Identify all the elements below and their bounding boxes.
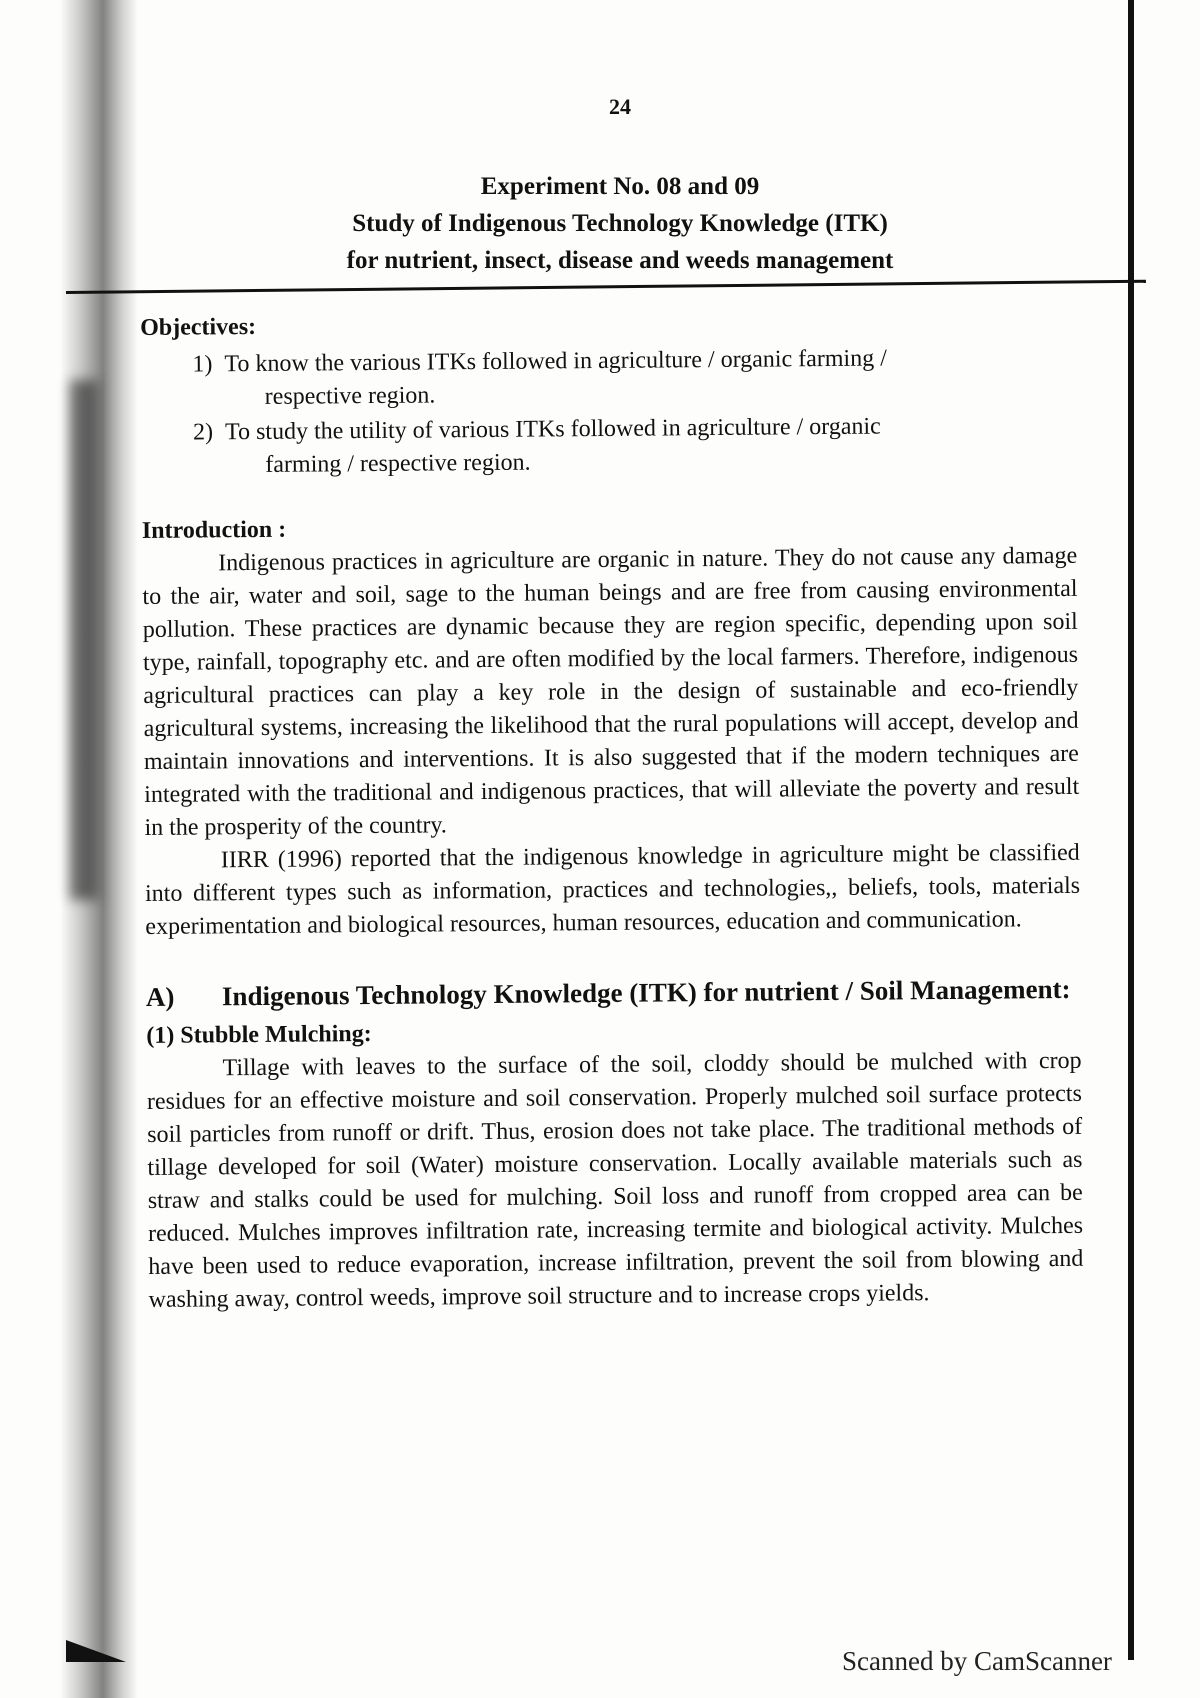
objective-number: 1) [192, 351, 213, 378]
objective-text [224, 341, 1076, 414]
objective-text [225, 409, 1077, 482]
experiment-title: Experiment No. 08 and 09 [480, 173, 760, 200]
scanner-watermark: Scanned by CamScanner [842, 1646, 1112, 1676]
objective-item [141, 409, 1077, 483]
corner-mark [66, 1640, 126, 1662]
page-edge-line [1128, 0, 1134, 1660]
objective-line: To study the utility of various ITKs followed in agriculture / organic [224, 413, 881, 446]
objective-line: respective region. [264, 382, 436, 410]
study-subtitle: for nutrient, insect, disease and weeds management [346, 247, 894, 274]
introduction-heading: Introduction : [141, 516, 287, 544]
section-title: Indigenous Technology Knowledge (ITK) for nutrient / Soil Management: [221, 973, 1071, 1012]
introduction-paragraph: IIRR (1996) reported that the indigenous knowledge in agriculture might be classified into different types such as information, practices and technologies,, beliefs, tools, materials experimentation and biological resources, human resources, education and communication. [144, 839, 1081, 940]
introduction-paragraph: Indigenous practices in agriculture are organic in nature. They do not cause any damage to the air, water and soil, sage to the human beings and are free from causing environmental pollution. These practices are dynamic because they are region specific, depending upon soil type, rainfall, topography etc. and are often modified by the local farmers. Therefore, indigenous agricultural practices can play a key role in the design of sustainable and eco-friendly agricultural systems, increasing the likelihood that the rural populations will accept, develop and maintain innovations and interventions. It is also suggested that if the modern techniques are integrated with the traditional and indigenous practices, that will alleviate the poverty and result in the prosperity of the country. [142, 542, 1080, 841]
objective-line: To know the various ITKs followed in agriculture / organic farming / [224, 345, 887, 378]
subsection-heading: (1) Stubble Mulching: [146, 1021, 372, 1049]
study-title: Study of Indigenous Technology Knowledge (ITK) [352, 210, 888, 237]
section-a-heading [146, 970, 1081, 1016]
objectives-list [140, 341, 1076, 483]
objective-item [140, 341, 1076, 415]
section-letter: A) [145, 981, 175, 1012]
page-number: 24 [609, 94, 631, 119]
document-header [140, 168, 1100, 279]
binding-shadow-dark [70, 380, 98, 900]
header-rule [66, 280, 1146, 294]
subsection-paragraph: Tillage with leaves to the surface of the soil, cloddy should be mulched with crop residues for an effective moisture and soil conservation. Properly mulched soil surface protects soil particles from runoff or drift. Thus, erosion does not take place. The traditional methods of tillage developed for soil (Water) moisture conservation. Locally available materials such as straw and stalks could be used for mulching. Soil loss and runoff from cropped area can be reduced. Mulches improves infiltration rate, increasing termite and biological activity. Mulches have been used to reduce evaporation, increase infiltration, prevent the soil from blowing and washing away, control weeds, improve soil structure and to increase crops yields. [146, 1047, 1084, 1313]
document-body [140, 304, 1084, 1317]
objective-number: 2) [192, 419, 214, 446]
objectives-heading: Objectives: [140, 313, 257, 341]
objective-line: farming / respective region. [265, 449, 531, 478]
